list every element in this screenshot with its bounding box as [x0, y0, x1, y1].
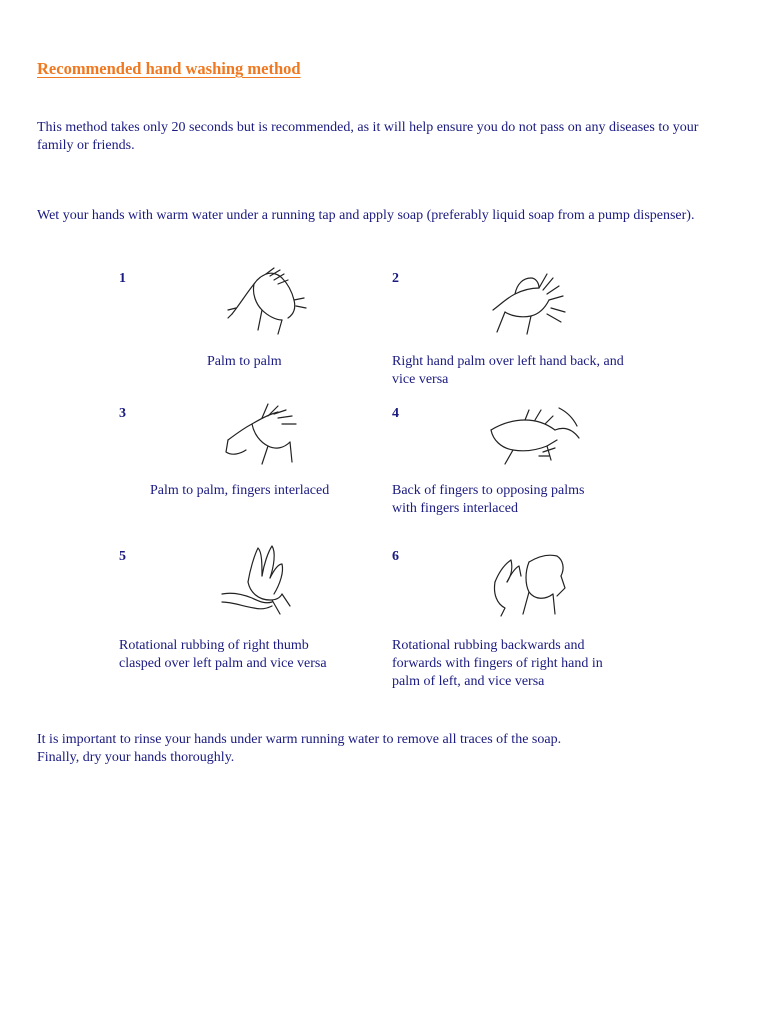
step-4-caption	[392, 482, 672, 518]
step-6-caption	[392, 637, 672, 691]
step-5-caption-line: Rotational rubbing of right thumb	[119, 638, 309, 653]
closing-line-rinse: It is important to rinse your hands under warm running water to remove all traces of the soap.	[37, 732, 562, 747]
step-3-number: 3	[119, 406, 126, 421]
fingertip-rubbing-hands-icon	[485, 542, 571, 618]
step-3-caption	[150, 482, 430, 500]
back-of-fingers-hands-icon	[485, 400, 585, 468]
step-6-caption-line: forwards with fingers of right hand in	[392, 656, 603, 671]
palm-over-back-hands-icon	[485, 264, 575, 336]
step-6-caption-line: palm of left, and vice versa	[392, 674, 545, 689]
step-1-number: 1	[119, 271, 126, 286]
step-4-caption-line: with fingers interlaced	[392, 501, 518, 516]
step-5-caption-line: clasped over left palm and vice versa	[119, 656, 327, 671]
step-6-number: 6	[392, 549, 399, 564]
step-2-caption-line: Right hand palm over left hand back, and	[392, 354, 624, 369]
step-5-number: 5	[119, 549, 126, 564]
palm-to-palm-hands-icon	[222, 264, 312, 336]
step-4-number: 4	[392, 406, 399, 421]
fingers-interlaced-hands-icon	[222, 400, 308, 468]
step-2-caption-line: vice versa	[392, 372, 449, 387]
step-4-caption-line: Back of fingers to opposing palms	[392, 483, 585, 498]
step-3-caption-line: Palm to palm, fingers interlaced	[150, 483, 330, 498]
step-2-caption	[392, 353, 672, 389]
step-1-caption-line: Palm to palm	[207, 354, 282, 369]
closing-paragraph	[37, 731, 737, 767]
closing-line-dry: Finally, dry your hands thoroughly.	[37, 750, 235, 765]
step-2-number: 2	[392, 271, 399, 286]
wet-instructions-paragraph: Wet your hands with warm water under a running tap and apply soap (preferably liquid soap from a pump dispenser).	[37, 208, 695, 223]
step-6-caption-line: Rotational rubbing backwards and	[392, 638, 585, 653]
page-title: Recommended hand washing method	[37, 59, 301, 78]
thumb-rubbing-hands-icon	[218, 542, 304, 618]
step-5-caption	[119, 637, 399, 673]
intro-paragraph: This method takes only 20 seconds but is recommended, as it will help ensure you do not pass on any diseases to your family or friends.	[37, 120, 699, 153]
